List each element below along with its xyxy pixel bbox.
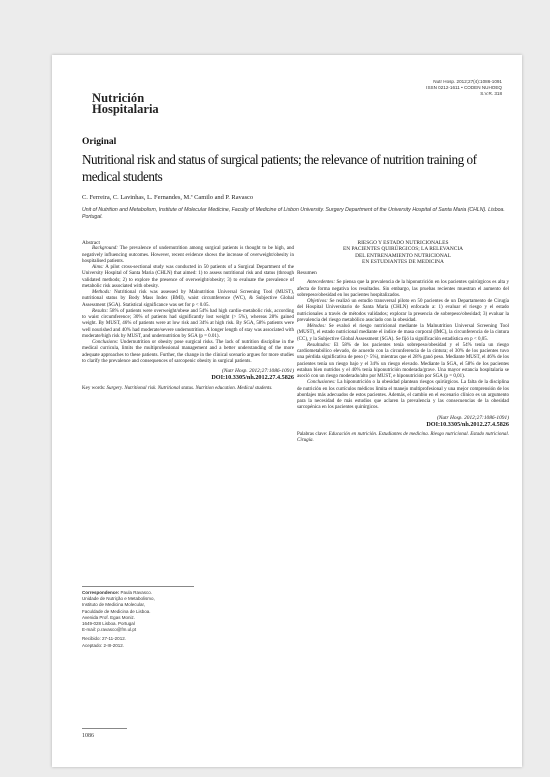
abstract-results — [82, 309, 294, 340]
resumen-heading: Resumen — [297, 270, 317, 277]
received-date: Recibido: 27-11-2012. — [82, 636, 126, 642]
article-title: Nutritional risk and status of surgical patients; the relevance of nutrition training of medical students — [82, 152, 477, 184]
antecedentes-label: Antecedentes: — [307, 280, 336, 286]
results-label: Results: — [92, 308, 109, 314]
background-label: Background: — [92, 246, 118, 252]
journal-ref-line-1: Nutr Hosp. 2012;27(4):1086-1091 — [433, 79, 502, 84]
aims-label: Aims: — [92, 265, 104, 270]
antecedentes-text: Se piensa que la prevalencia de la hiponutrición en los pacientes quirúrgicos es alta y afecta de forma negativa los resultados. Sin embargo, las pruebas recientes muestran el aumento del sobrepeso/obesidad en los pacientes hospitalizados. — [297, 280, 509, 298]
results-text: 58% of patients were overweight/obese and 54% had high cardio-metabolic risk, according to waist circumference; 30% of patients had significantly lost weight (> 5%), whereas 28% gained weight. By MUST, 46% of patients were at low risk and 34% at high risk. By SGA, 58% patients were well nourished and 40% had moderate/severe undernutrition. A longer length of stay was associated with moderate/high risk by MUST, and undernutrition by SGA (p = 0.01). — [82, 308, 294, 339]
accepted-date: Aceptado: 2-III-2012. — [82, 642, 125, 648]
resumen-title-line-2: EN PACIENTES QUIRÚRGICOS; LA RELEVANCIA — [342, 246, 464, 253]
correspondence-line-1: Unidade de Nutrição e Metabolismo, — [82, 596, 155, 602]
journal-reference — [426, 79, 502, 97]
abstract-aims — [82, 265, 294, 290]
correspondence-line-5: 1649-028 Lisboa. Portugal — [82, 621, 135, 627]
metodos-label: Métodos: — [307, 324, 326, 330]
resumen-title-line-4: EN ESTUDIANTES DE MEDICINA — [362, 258, 444, 265]
journal-logo — [92, 93, 182, 115]
methods-label: Methods: — [92, 290, 111, 295]
abstract-doi[interactable]: DOI:10.3305/nh.2012.27.4.5826 — [211, 374, 294, 382]
resultados-label: Resultados: — [307, 342, 331, 348]
journal-ref-line-3: S.V.R. 318 — [480, 91, 502, 96]
background-text: The prevalence of undernutrition among surgical patients is thought to be high, and negatively influencing outcomes. However, recent evidence shows the increase of overweight/obesity in hospitalised patients. — [82, 246, 294, 264]
aims-text: A pilot cross-sectional study was conducted in 50 patients of a Surgical Department of the University Hospital of Santa Maria (CHLN) that aimed: 1) to assess nutritional risk and status (through validated methods; 2) to explore the presence of overweight/obesity; 3) to evaluate the prevalence of metabolic risk associated with obesity. — [82, 265, 294, 289]
resumen-conclusiones — [297, 380, 509, 411]
authors: C. Ferreira, C. Lavinhas, L. Fernandes, M.ª Camilo and P. Ravasco — [82, 194, 254, 201]
resumen-citation: (Nutr Hosp. 2012;27:1086-1091) — [436, 414, 509, 421]
abstract-methods — [82, 290, 294, 309]
resumen-resultados — [297, 343, 509, 381]
resumen-objetivos — [297, 299, 509, 324]
correspondence-line-4: Avenida Prof. Egas Moniz. — [82, 614, 135, 620]
logo-line-1: Nutrición — [92, 91, 145, 105]
correspondence-heading: Correspondence: — [82, 590, 120, 595]
conclusions-text: Undernutrition or obesity pose surgical risks. The lack of nutrition discipline in the medical curricula, limits the multiprofessional management and a better understanding of the more adequate approaches to these patients. Further, the change in the clinical scenario argues for more studies to clarify the prevalence and consequences of sarcopenic obesity in surgical patients. — [82, 340, 294, 364]
resumen-title — [297, 240, 509, 265]
resumen-antecedentes — [297, 280, 509, 299]
correspondence-line-2: Instituto de Medicina Molecular, — [82, 602, 146, 608]
correspondence-email[interactable]: E-mail: p.ravasco@fm.ul.pt — [82, 627, 137, 633]
keywords-text: Surgery. Nutritional risk. Nutritional status. Nutrition education. Medical students. — [105, 385, 273, 391]
page-number: 1086 — [82, 733, 94, 739]
abstract-conclusions — [82, 340, 294, 365]
resumen-metodos — [297, 324, 509, 343]
logo-line-2: Hospitalaria — [92, 102, 159, 116]
keywords-label: Key words: — [82, 385, 106, 391]
section-label: Original — [82, 137, 117, 147]
methods-text: Nutritional risk was assessed by Malnutrition Universal Screening Tool (MUST), nutritional status by Body Mass Index (BMI), waist circumference (WC), & Subjective Global Assessment (SGA). Statistical significance was set for p < 0.05. — [82, 290, 294, 308]
abstract-background — [82, 246, 294, 265]
resumen-title-line-3: DEL ENTRENAMIENTO NUTRICIONAL — [355, 252, 451, 259]
keywords — [82, 386, 294, 392]
palabras-clave — [297, 432, 509, 445]
page-number-rule — [82, 728, 127, 729]
correspondence-line-3: Faculdade de Medicina de Lisboa. — [82, 608, 151, 614]
journal-ref-line-2: ISSN 0212-1611 • CODEN NUHOEQ — [426, 85, 502, 90]
resultados-text: El 58% de los pacientes tenía sobrepeso/obesidad y el 54% tenía un riesgo cardiometabólico elevado, de acuerdo con la circunferencia de la cintura; el 30% de los pacientes tuvo una pérdida significativa de peso (> 5%), mientras que el 28% ganó peso. Mediante MUST, el 46% de los pacientes tenía un riesgo bajo y el 34% un riesgo elevado. Mediante la SGA, el 58% de los pacientes estaban bien nutridos y el 40% tenía hiponutrición moderada/grave. Una mayor estancia hospitalaria se asoció con un riesgo moderado/alto por MUST, e hiponutrición por SGA (p = 0,01). — [297, 342, 509, 380]
resumen-column — [297, 240, 509, 445]
objetivos-label: Objetivos: — [307, 299, 328, 305]
metodos-text: Se evaluó el riesgo nutricional mediante la Malnutrition Universal Screening Tool (MUST), el estado nutricional mediante el índice de masa corporal (IMC), la circunferencia de la cintura (CC), y la Subjective Global Assessment (SGA). Se fijó la significación estadística en p < 0,05. — [297, 324, 509, 342]
objetivos-text: Se realizó un estudio transversal piloto en 50 pacientes de un Departamento de Cirugía del Hospital Universitario de Santa María (CHLN) enfocado a: 1) evaluar el riesgo y el estado nutricionales a través de métodos validados; explorar la presencia de sobrepeso/obesidad; 3) evaluar la prevalencia del riesgo metabólico asociado con la obesidad. — [297, 299, 509, 323]
resumen-doi[interactable]: DOI:10.3305/nh.2012.27.4.5826 — [426, 420, 509, 428]
palabras-clave-label: Palabras clave: — [297, 432, 328, 438]
conclusiones-text: La hiponutrición o la obesidad plantean riesgos quirúrgicos. La falta de la disciplina de nutrición en los currículos médicos limita el manejo multiprofesional y una mejor comprensión de los abordajes más adecuados de estos pacientes. Además, el cambio en el escenario clínico es un argumento para la necesidad de más estudios que aclaren la prevalencia y las consecuencias de la obesidad sarcopénica en los pacientes quirúrgicos. — [297, 380, 509, 411]
correspondence-name: Paula Ravasco. — [120, 590, 153, 595]
conclusiones-label: Conclusiones: — [307, 380, 336, 386]
resumen-title-line-1: RIESGO Y ESTADO NUTRICIONALES — [357, 240, 449, 246]
abstract-column — [82, 240, 294, 392]
conclusions-label: Conclusions: — [92, 340, 119, 345]
abstract-heading: Abstract — [82, 240, 100, 246]
affiliation: Unit of Nutrition and Metabolism, Institute of Molecular Medicine, Faculty of Medicine of Lisbon University. Surgery Department of the University Hospital of Santa Maria (CHLN). Lisboa. Portugal. — [82, 207, 505, 221]
palabras-clave-text: Educación en nutrición. Estudiantes de medicina. Riesgo nutricional. Estado nutricional. Cirugía. — [297, 432, 509, 444]
correspondence-box — [82, 586, 194, 649]
abstract-citation: (Nutr Hosp. 2012;27:1086-1091) — [221, 368, 294, 374]
article-page — [52, 55, 522, 767]
